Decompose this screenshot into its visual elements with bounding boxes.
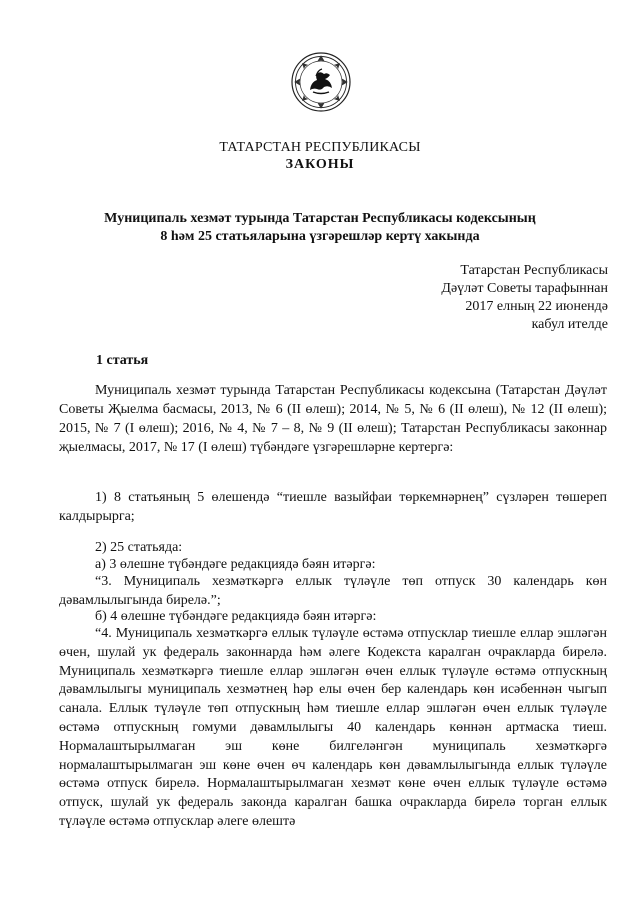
adoption-line-1: Татарстан Республикасы <box>460 263 608 278</box>
item-2-line: 2) 25 статьяда: <box>95 540 183 555</box>
coat-of-arms-emblem <box>291 52 351 112</box>
adoption-line-4: кабул ителде <box>531 317 608 332</box>
republic-heading: ТАТАРСТАН РЕСПУБЛИКАСЫ <box>219 140 421 155</box>
item-2b-line: б) 4 өлешне түбәндәге редакциядә бәян итәргә: <box>95 609 377 624</box>
article-intro-paragraph: Муниципаль хезмәт турында Татарстан Республикасы кодексына (Татарстан Дәүләт Советы Җыелма басмасы, 2013, № 6 (II өлеш); 2014, № 5, № 6 (II өлеш), № 12 (II өлеш); 2015, № 7 (I өлеш); 2016, № 4, № 7 – 8, № 9 (II өлеш); Татарстан Республикасы законнар җыелмасы, 2017, № 17 (I өлеш) түбәндәге үзгәрешләрне кертергә: <box>59 383 607 455</box>
item-1-paragraph: 1) 8 статьяның 5 өлешендә “тиешле вазыйфаи төркемнәрнең” сүзләрен төшереп калдырырга; <box>59 490 607 524</box>
law-heading: ЗАКОНЫ <box>285 157 355 172</box>
item-2b-text: “4. Муниципаль хезмәткәргә еллык түләүле өстәмә отпусклар тиешле еллар эшләгән өчен, шулай ук федераль законнарда һәм әлеге Кодекста каралган очракларда бирелә. Муниципаль хезмәткәргә тиешле еллар эшләгән өчен еллык түләүле өстәмә отпускның дәвамлылыгы муниципаль хезмәтнең һәр елы өчен бер календарь көн исәбеннән чыгып санала. Еллык түләүле төп отпускның һәм тиешле еллар эшләгән өчен еллык түләүле өстәмә отпускның гомуми дәвамлылыгы 40 календарь көннән артмаска тиеш. Нормалаштырылмаган эш көне билгеләнгән муниципаль хезмәткәргә нормалаштырылмаган эш көне өчен өч календарь көн дәвамлылыгында еллык түләүле өстәмә отпуск бирелә. Нормалаштырылмаган хезмәт көне өчен еллык түләүле өстәмә отпуск, шулай ук федераль законда каралган башка очракларда бирелә торган еллык түләүле өстәмә отпусклар әлеге өлештә <box>59 626 607 829</box>
adoption-line-3: 2017 елның 22 июнендә <box>465 299 608 314</box>
document-title-line-2: 8 һәм 25 статьяларына үзгәрешләр кертү хакында <box>160 229 480 244</box>
item-2a-line: а) 3 өлешне түбәндәге редакциядә бәян итәргә: <box>95 557 376 572</box>
article-heading: 1 статья <box>96 353 149 368</box>
adoption-line-2: Дәүләт Советы тарафыннан <box>441 281 608 296</box>
document-title-line-1: Муниципаль хезмәт турында Татарстан Республикасы кодексының <box>104 211 536 226</box>
item-2a-text: “3. Муниципаль хезмәткәргә еллык түләүле төп отпуск 30 календарь көн дәвамлылыгында бирелә.”; <box>59 574 607 608</box>
